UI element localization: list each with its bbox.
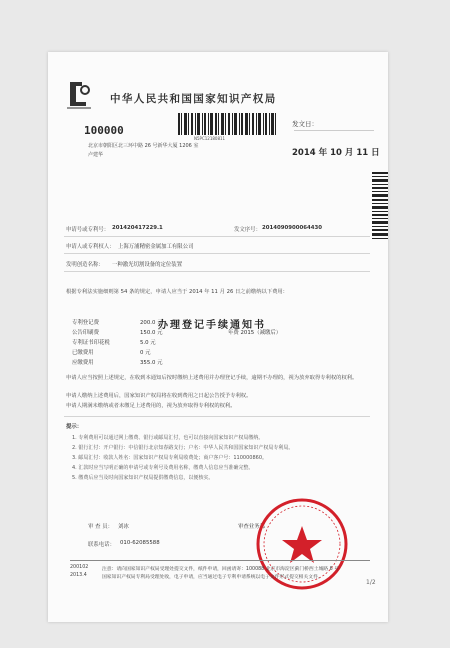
footer-divider bbox=[70, 560, 370, 561]
fee-name-1: 专利登记费 bbox=[72, 320, 99, 326]
application-no-label: 申请号或专利号： bbox=[66, 227, 110, 233]
application-no: 201420417229.1 bbox=[112, 225, 163, 231]
document-no: 2014090900064430 bbox=[262, 225, 323, 231]
notes-divider bbox=[64, 416, 370, 417]
notice-paragraph-3: 申请人缴纳上述费用后，国家知识产权局将在收到费用之日起公告授予专利权。 bbox=[66, 393, 252, 399]
fee-name-4: 已缴费用 bbox=[72, 350, 94, 356]
note-line-2: 2. 银行汇付：开户银行：中信银行北京知春路支行；户名：中华人民共和国国家知识产权局专利局。 bbox=[72, 445, 294, 451]
applicant-label: 申请人或专利权人： bbox=[66, 244, 115, 250]
invention-title: 一种激光切割设备的定位装置 bbox=[112, 262, 183, 268]
barcode-number: N5PC12180811 bbox=[194, 136, 226, 141]
notice-title: 办理登记手续通知书 bbox=[158, 320, 266, 331]
note-line-3: 3. 邮局汇付：收款人姓名：国家知识产权局专利局收费处；商户客户号：110000860。 bbox=[72, 455, 267, 461]
mail-barcode bbox=[178, 113, 276, 135]
issue-date: 2014 年 10 月 11 日 bbox=[292, 148, 380, 158]
footer-line-2: 国家知识产权局专利局受理处收，电子申请，应当通过电子专利申请系统以电子文件形式提交相关文件。 bbox=[102, 575, 323, 580]
annual-fee-label: 年费 2015（减缴后） bbox=[228, 330, 282, 336]
footer-line-1: 注意：请向国家知识产权局受理处提交文件，纸件申请，回函请寄：100088 北京市海淀区蓟门桥西土城路 6 号 bbox=[102, 567, 340, 572]
form-date: 2013.4 bbox=[70, 573, 87, 578]
note-line-4: 4. 汇款时应当写明正确的申请号或专利号及费用名称，缴费人信息应当准确完整。 bbox=[72, 465, 254, 471]
examiner-name: 刘冰 bbox=[118, 524, 129, 530]
note-line-1: 1. 专利费用可以通过网上缴费、银行或邮局汇付，也可以直接向国家知识产权局缴纳。 bbox=[72, 435, 264, 441]
notice-paragraph-2: 申请人应当按照上述规定，在收到本通知后按时缴纳上述费用并办理登记手续，逾期不办理的，视为放弃取得专利权的权利。 bbox=[66, 375, 358, 381]
fee-name-2: 公告印刷费 bbox=[72, 330, 99, 336]
issue-divider bbox=[294, 130, 374, 131]
field-divider-1 bbox=[64, 236, 370, 237]
note-line-5: 5. 缴费后应当及时向国家知识产权局提供缴费信息，以便核实。 bbox=[72, 475, 214, 481]
notice-paragraph-1: 根据专利法实施细则第 54 条的规定，申请人应当于 2014 年 11 月 26 日之前缴纳以下费用： bbox=[66, 289, 288, 295]
postcode: 100000 bbox=[84, 124, 124, 137]
fee-amount-1: 200.0 元 bbox=[140, 320, 163, 326]
recipient-address: 北京市朝阳区北三环中路 26 号新华大厦 1206 室 bbox=[88, 143, 199, 149]
fee-amount-5: 355.0 元 bbox=[140, 360, 163, 366]
cnipa-logo-icon bbox=[64, 78, 94, 110]
notice-document bbox=[48, 52, 388, 622]
form-number: 200102 bbox=[70, 565, 89, 570]
examiner-label: 审 查 员： bbox=[88, 524, 113, 530]
recipient-name: 卢建华 bbox=[88, 152, 104, 158]
field-divider-2 bbox=[64, 253, 370, 254]
fee-amount-2: 150.0 元 bbox=[140, 330, 163, 336]
applicant: 上海万浦精密金属加工有限公司 bbox=[118, 244, 194, 250]
phone-number: 010-62085588 bbox=[120, 540, 160, 546]
fee-amount-3: 5.0 元 bbox=[140, 340, 156, 346]
notes-heading: 提示： bbox=[66, 424, 83, 430]
page-number: 1/2 bbox=[366, 579, 376, 586]
issue-date-label: 发文日： bbox=[292, 120, 318, 128]
field-divider-3 bbox=[64, 271, 370, 272]
fee-name-5: 应缴费用 bbox=[72, 360, 94, 366]
office-title: 中华人民共和国国家知识产权局 bbox=[110, 93, 277, 105]
fee-amount-4: 0 元 bbox=[140, 350, 151, 356]
document-no-label: 发文序号： bbox=[234, 227, 261, 233]
phone-label: 联系电话： bbox=[88, 542, 115, 548]
notice-paragraph-4: 申请人期满未缴纳或者未缴足上述费用的，视为放弃取得专利权的权利。 bbox=[66, 403, 236, 409]
title-label: 发明创造名称： bbox=[66, 262, 104, 268]
examiner-department: 审查业务部 bbox=[238, 524, 265, 530]
side-barcode bbox=[372, 172, 388, 242]
fee-name-3: 专利证书印花税 bbox=[72, 340, 110, 346]
